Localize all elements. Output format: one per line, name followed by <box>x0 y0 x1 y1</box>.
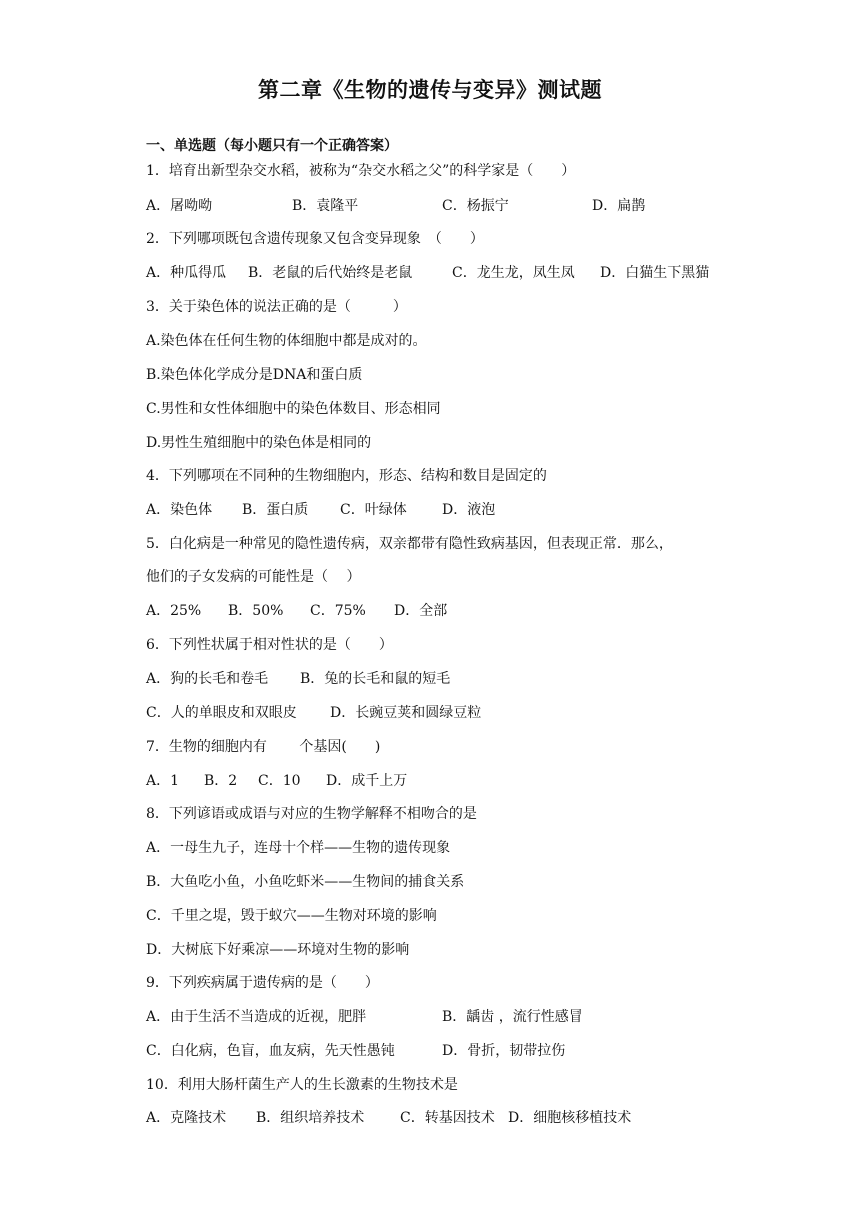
question-6-option-d: D．长豌豆荚和圆绿豆粒 <box>330 705 482 721</box>
question-1-option-b: B．袁隆平 <box>292 198 359 214</box>
question-4-option-c: C．叶绿体 <box>340 502 407 518</box>
question-9-option-c: C．白化病，色盲，血友病，先天性愚钝 <box>146 1043 395 1059</box>
question-7-option-a: A．1 <box>146 773 180 789</box>
question-10-option-c: C．转基因技术 <box>400 1110 495 1126</box>
question-5-stem: 5．白化病是一种常见的隐性遗传病，双亲都带有隐性致病基因，但表现正常．那么， <box>146 536 673 552</box>
section-heading: 一、单选题（每小题只有一个正确答案） <box>146 138 398 154</box>
question-2-option-c: C．龙生龙，凤生凤 <box>452 265 575 281</box>
question-10-option-a: A．克隆技术 <box>146 1110 227 1126</box>
question-8-option-b: B．大鱼吃小鱼，小鱼吃虾米——生物间的捕食关系 <box>146 874 465 890</box>
page-title: 第二章《生物的遗传与变异》测试题 <box>258 78 602 102</box>
question-7-option-d: D．成千上万 <box>326 773 408 789</box>
question-5-options <box>146 601 448 621</box>
question-5-option-c: C．75% <box>310 603 366 619</box>
question-9-options-row-2 <box>146 1041 566 1061</box>
question-9-option-d: D．骨折，韧带拉伤 <box>442 1043 566 1059</box>
question-3-option-d: D.男性生殖细胞中的染色体是相同的 <box>146 435 372 451</box>
question-4-option-b: B．蛋白质 <box>242 502 309 518</box>
question-1-option-c: C．杨振宁 <box>442 198 509 214</box>
question-6-stem: 6．下列性状属于相对性状的是（ ） <box>146 637 393 653</box>
question-1-option-d: D．扁鹊 <box>592 198 646 214</box>
question-4-option-d: D．液泡 <box>442 502 496 518</box>
question-6-option-b: B．兔的长毛和鼠的短毛 <box>300 671 451 687</box>
question-9-options-row-1 <box>146 1007 583 1027</box>
question-2-stem: 2．下列哪项既包含遗传现象又包含变异现象 （ ） <box>146 231 484 247</box>
question-5-stem-continued: 他们的子女发病的可能性是（ ） <box>146 569 361 585</box>
question-8-option-a: A．一母生九子，连母十个样——生物的遗传现象 <box>146 840 451 856</box>
question-5-option-b: B．50% <box>228 603 284 619</box>
question-3-option-a: A.染色体在任何生物的体细胞中都是成对的。 <box>146 333 427 349</box>
question-3-option-c: C.男性和女性体细胞中的染色体数目、形态相同 <box>146 401 441 417</box>
question-9-option-b: B．龋齿 ，流行性感冒 <box>442 1009 583 1025</box>
question-9-option-a: A．由于生活不当造成的近视，肥胖 <box>146 1009 367 1025</box>
question-3-option-b: B.染色体化学成分是DNA和蛋白质 <box>146 367 363 383</box>
question-8-stem: 8．下列谚语或成语与对应的生物学解释不相吻合的是 <box>146 806 477 822</box>
question-4-stem: 4．下列哪项在不同种的生物细胞内，形态、结构和数目是固定的 <box>146 468 547 484</box>
question-2-option-d: D．白猫生下黑猫 <box>600 265 710 281</box>
question-1-options <box>146 196 646 216</box>
question-7-option-c: C．10 <box>258 773 301 789</box>
question-10-options <box>146 1108 632 1128</box>
question-6-option-c: C．人的单眼皮和双眼皮 <box>146 705 297 721</box>
question-6-options-row-1 <box>146 669 451 689</box>
question-9-stem: 9．下列疾病属于遗传病的是（ ） <box>146 975 379 991</box>
question-10-option-d: D．细胞核移植技术 <box>508 1110 632 1126</box>
question-5-option-d: D．全部 <box>394 603 448 619</box>
question-6-options-row-2 <box>146 703 482 723</box>
question-4-option-a: A．染色体 <box>146 502 213 518</box>
question-8-option-c: C．千里之堤，毁于蚁穴——生物对环境的影响 <box>146 908 437 924</box>
question-1-option-a: A．屠呦呦 <box>146 198 213 214</box>
question-8-option-d: D．大树底下好乘凉——环境对生物的影响 <box>146 942 410 958</box>
question-2-option-b: B．老鼠的后代始终是老鼠 <box>248 265 413 281</box>
question-3-stem: 3．关于染色体的说法正确的是（ ） <box>146 299 407 315</box>
question-10-stem: 10．利用大肠杆菌生产人的生长激素的生物技术是 <box>146 1077 458 1093</box>
question-4-options <box>146 500 496 520</box>
question-5-option-a: A．25% <box>146 603 202 619</box>
question-6-option-a: A．狗的长毛和卷毛 <box>146 671 269 687</box>
question-2-option-a: A．种瓜得瓜 <box>146 265 227 281</box>
question-7-stem: 7．生物的细胞内有 个基因( ) <box>146 739 381 755</box>
question-7-options <box>146 771 408 791</box>
question-7-option-b: B．2 <box>204 773 238 789</box>
question-1-stem: 1．培育出新型杂交水稻，被称为“杂交水稻之父”的科学家是（ ） <box>146 163 576 179</box>
question-2-options <box>146 263 710 283</box>
question-10-option-b: B．组织培养技术 <box>256 1110 365 1126</box>
